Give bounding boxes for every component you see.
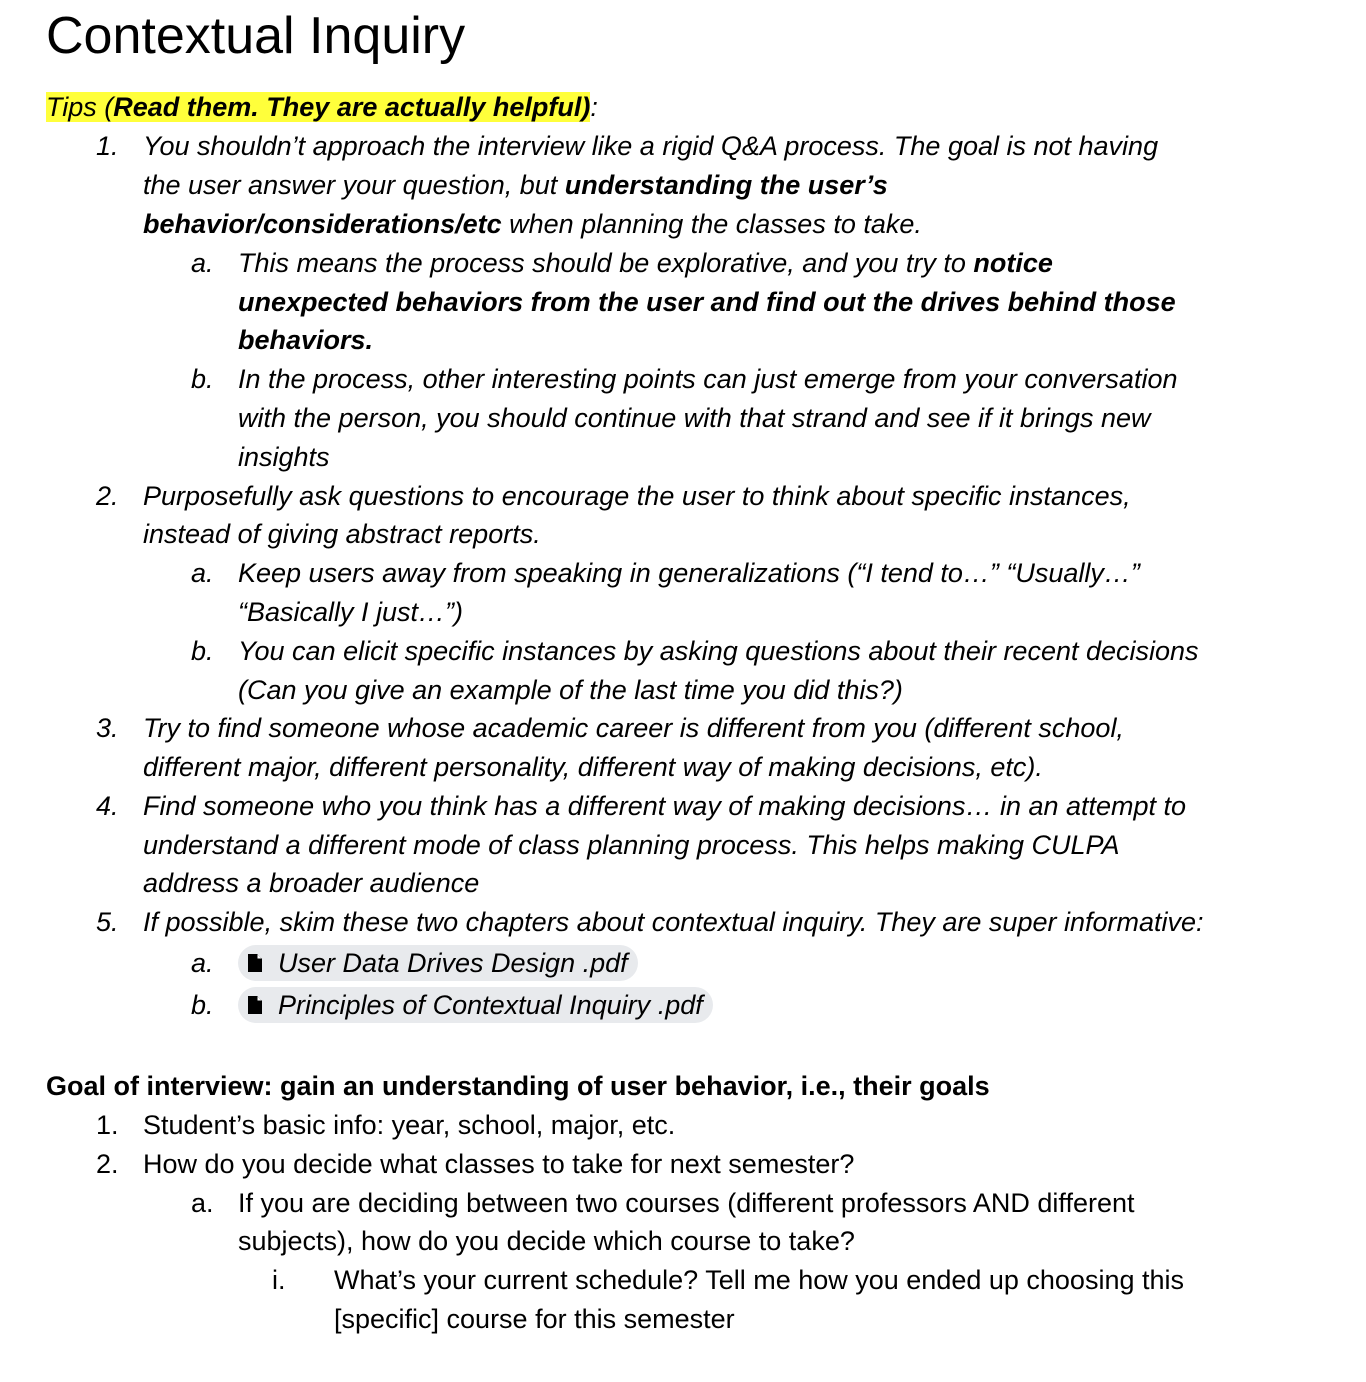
tip2b-line2: (Can you give an example of the last time you did this?) [238,675,903,705]
tip1a-line3: behaviors. [238,325,374,355]
goal2-line1: How do you decide what classes to take for next semester? [143,1149,855,1179]
tip3-line1: Try to find someone whose academic career is different from you (different school, [143,713,1124,743]
list-marker: 5. [96,907,119,937]
tips-heading [46,88,598,127]
list-marker: 2. [96,1149,119,1179]
tip1-line1: You shouldn’t approach the interview like a rigid Q&A process. The goal is not having [143,131,1159,161]
file-chip-label: Principles of Contextual Inquiry .pdf [278,989,703,1020]
list-marker: a. [191,248,214,278]
tip4-line1: Find someone who you think has a different way of making decisions… in an attempt to [143,791,1187,821]
list-marker: a. [191,948,214,978]
list-marker: b. [191,990,214,1020]
tip3-line2: different major, different personality, different way of making decisions, etc). [143,752,1043,782]
list-marker: a. [191,558,214,588]
tip1a-line2: unexpected behaviors from the user and find out the drives behind those [238,287,1176,317]
tips-bold: Read them. They are actually helpful) [113,92,591,122]
tip1a-line1 [238,244,1053,283]
tip2-line1: Purposefully ask questions to encourage the user to think about specific instances, [143,481,1131,511]
tip1-line3-bold: behavior/considerations/etc [143,209,502,239]
list-marker: 1. [96,1110,119,1140]
tip1b-line1: In the process, other interesting points can just emerge from your conversation [238,364,1178,394]
tip1-line2-text: the user answer your question, but [143,170,565,200]
tip1-line2-bold: understanding the user’s [564,170,888,200]
file-icon [246,953,264,973]
goal2ai-line1: What’s your current schedule? Tell me how you ended up choosing this [334,1265,1184,1295]
tips-suffix: : [590,92,598,122]
list-marker: i. [272,1265,286,1295]
file-chip-label: User Data Drives Design .pdf [278,947,628,978]
goal-heading: Goal of interview: gain an understanding of user behavior, i.e., their goals [46,1071,990,1101]
file-chip-user-data-drives-design[interactable] [238,945,638,981]
list-marker: 1. [96,131,119,161]
list-marker: a. [191,1188,214,1218]
tip1b-line3: insights [238,442,330,472]
list-marker: 2. [96,481,119,511]
list-marker: 4. [96,791,119,821]
goal1-line1: Student’s basic info: year, school, major, etc. [143,1110,676,1140]
tip2-line2: instead of giving abstract reports. [143,519,541,549]
tip1-line3-text: when planning the classes to take. [501,209,922,239]
goal2a-line2: subjects), how do you decide which course to take? [238,1226,855,1256]
tip2b-line1: You can elicit specific instances by asking questions about their recent decisions [238,636,1199,666]
tip5-line1: If possible, skim these two chapters about contextual inquiry. They are super informative: [143,907,1204,937]
list-marker: b. [191,636,214,666]
file-chip-principles-of-contextual-inquiry[interactable] [238,987,713,1023]
list-marker: 3. [96,713,119,743]
page-title: Contextual Inquiry [46,7,466,65]
tips-prefix: Tips ( [46,92,114,122]
tip2a-line2: “Basically I just…”) [238,597,464,627]
tip1-line3 [143,205,922,244]
tip4-line3: address a broader audience [143,868,480,898]
tip2a-line1: Keep users away from speaking in generalizations (“I tend to…” “Usually…” [238,558,1140,588]
tip1-line2 [143,166,888,205]
tip1b-line2: with the person, you should continue with that strand and see if it brings new [238,403,1151,433]
goal2a-line1: If you are deciding between two courses (different professors AND different [238,1188,1135,1218]
file-icon [246,995,264,1015]
tip1a-line1-text: This means the process should be explorative, and you try to [238,248,974,278]
tips-highlight [46,92,590,122]
tip1a-line1-bold: notice [973,248,1053,278]
goal2ai-line2: [specific] course for this semester [334,1304,735,1334]
tip4-line2: understand a different mode of class planning process. This helps making CULPA [143,830,1120,860]
list-marker: b. [191,364,214,394]
